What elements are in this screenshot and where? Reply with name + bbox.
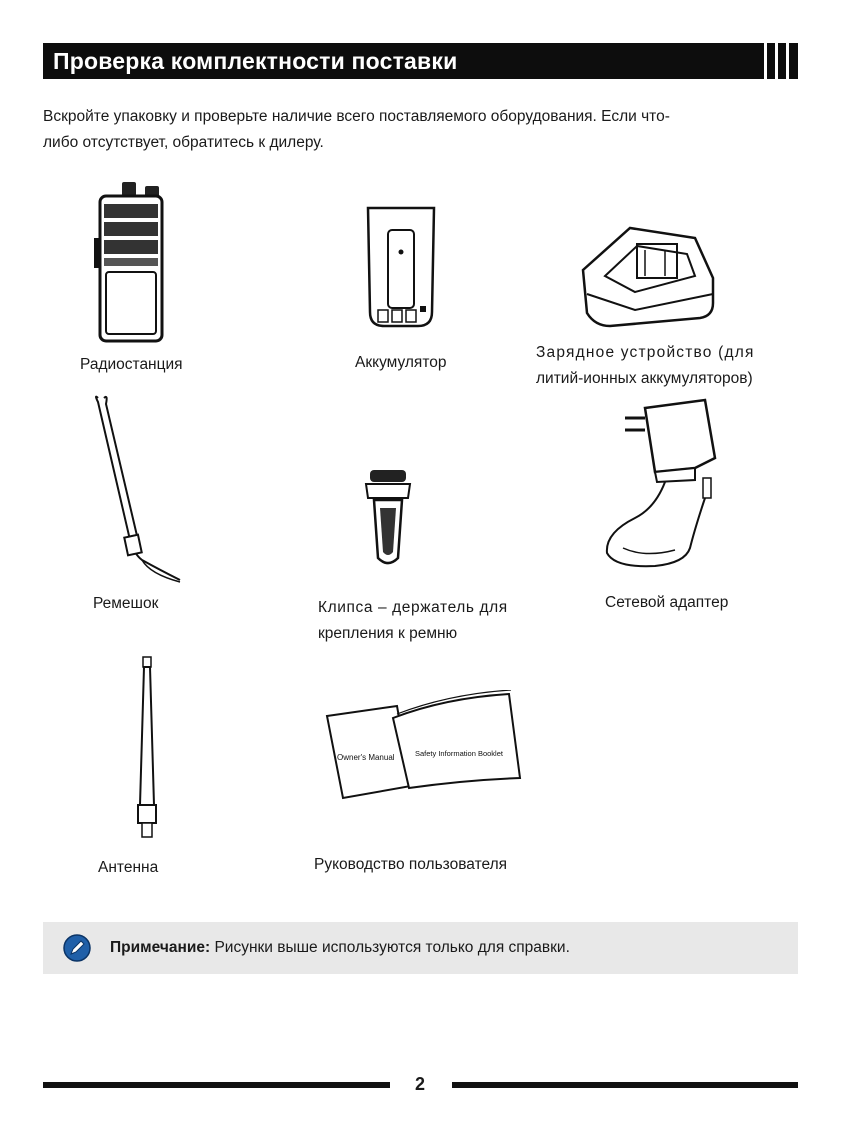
- radio-illustration: [90, 178, 170, 343]
- battery-illustration: [362, 200, 440, 330]
- intro-line-1: Вскройте упаковку и проверьте наличие всего поставляемого оборудования. Если что-: [43, 108, 670, 125]
- pencil-note-icon: [63, 934, 91, 962]
- clip-illustration: [358, 468, 418, 568]
- booklet-safety-info: Safety Information Booklet: [415, 749, 503, 758]
- clip-label-line-2: крепления к ремню: [318, 625, 458, 642]
- page-number: 2: [414, 1074, 425, 1094]
- battery-item: [362, 200, 440, 335]
- adapter-illustration: [595, 398, 725, 578]
- radio-label: Радиостанция: [80, 356, 183, 373]
- manual-label: Руководство пользователя: [314, 856, 508, 873]
- charger-label-line-2: литий-ионных аккумуляторов): [536, 370, 753, 387]
- intro-line-2: либо отсутствует, обратитесь к дилеру.: [43, 134, 324, 151]
- adapter-label: Сетевой адаптер: [605, 594, 729, 611]
- manual-item: [325, 690, 530, 805]
- header-decor-bars: [758, 43, 798, 79]
- page-title: Проверка комплектности поставки: [53, 48, 458, 74]
- charger-item: [575, 208, 720, 338]
- adapter-item: [595, 398, 725, 583]
- footer-rule-left: [43, 1082, 390, 1088]
- radio-item: [90, 178, 170, 348]
- clip-label-line-1: Клипса – держатель для: [318, 599, 508, 616]
- strap-item: [90, 392, 190, 592]
- booklet-owners-manual: Owner's Manual: [337, 753, 395, 762]
- manual-illustration: [325, 690, 530, 800]
- battery-label: Аккумулятор: [355, 354, 447, 371]
- note-text: [110, 922, 570, 974]
- section-header: [43, 43, 798, 79]
- antenna-label: Антенна: [98, 859, 159, 876]
- charger-label-line-1: Зарядное устройство (для: [536, 344, 755, 361]
- antenna-illustration: [132, 655, 162, 840]
- clip-item: [358, 468, 418, 573]
- charger-label: [536, 340, 755, 392]
- clip-label: [318, 595, 508, 647]
- strap-illustration: [90, 392, 190, 587]
- note-label: Примечание:: [110, 939, 211, 956]
- note-box: [43, 922, 798, 974]
- note-body: Рисунки выше используются только для справки.: [210, 939, 570, 956]
- strap-label: Ремешок: [93, 595, 159, 612]
- charger-illustration: [575, 208, 720, 333]
- footer-rule-right: [452, 1082, 798, 1088]
- antenna-item: [132, 655, 162, 845]
- intro-paragraph: [43, 104, 783, 156]
